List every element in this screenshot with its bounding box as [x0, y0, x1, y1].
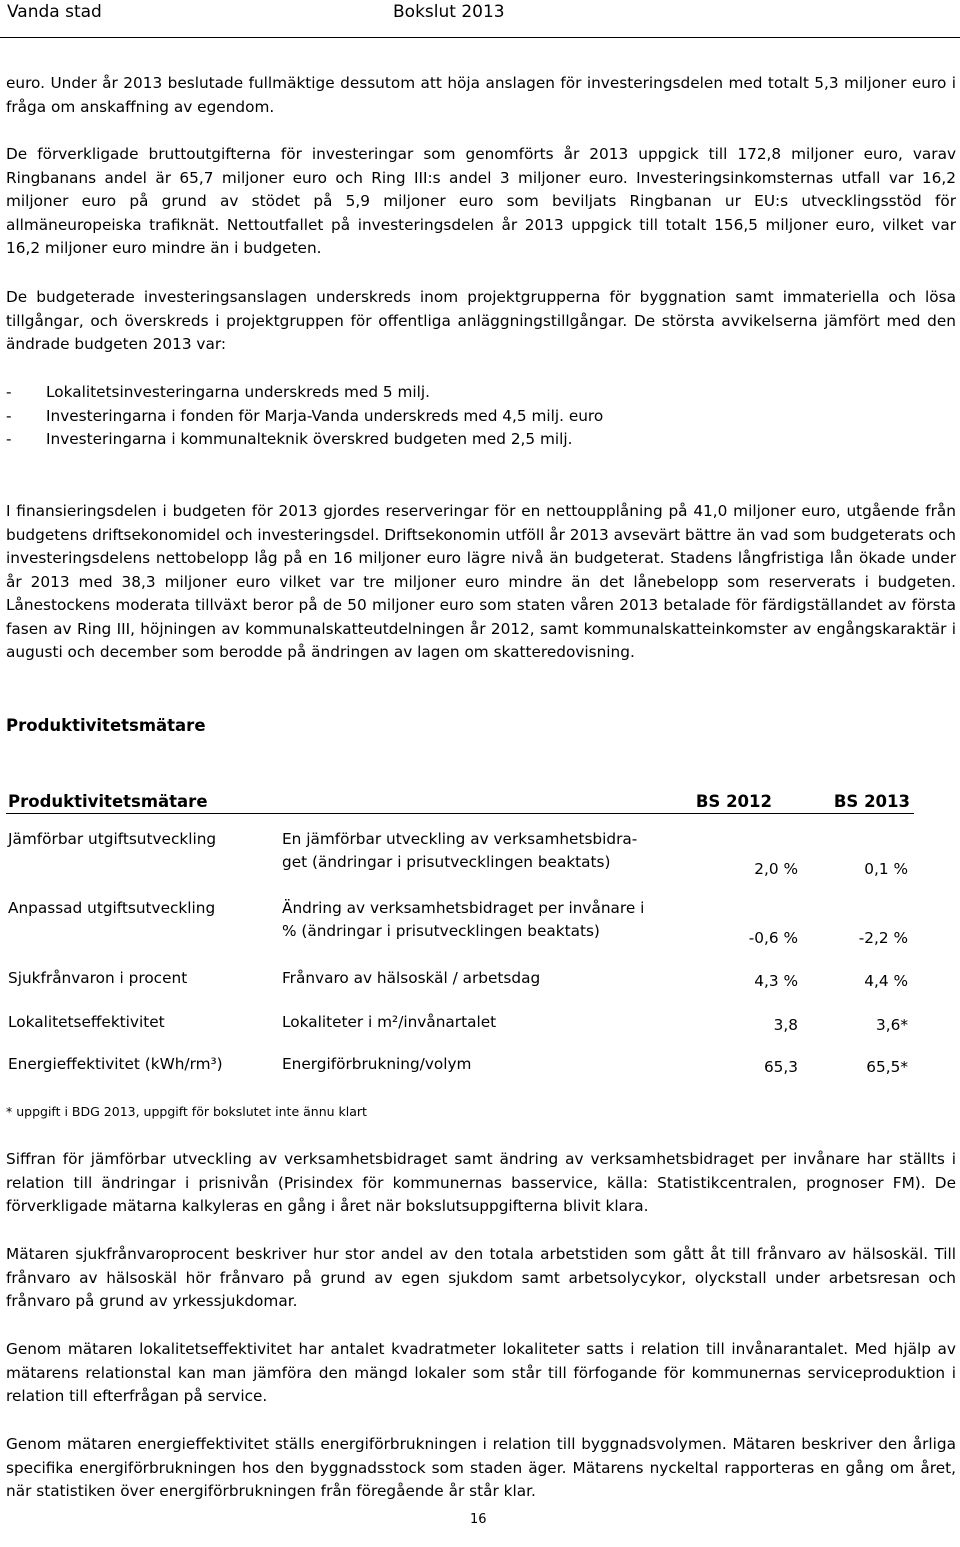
bullet-dash: - — [6, 407, 12, 425]
table-header-bs2012: BS 2012 — [695, 792, 772, 811]
page-number: 16 — [470, 1512, 487, 1527]
paragraph-2: De förverkligade bruttoutgifterna för investeringar som genomförts år 2013 uppgick till 172,8 miljoner euro, varav Ringbanans andel är 65,7 miljoner euro och Ring III:s andel 3 miljoner euro. Investeringsinkomsternas utfall var 16,2 miljoner euro på grund av stödet på 5,9 miljoner euro som beviljats Ringbanan ur EU:s utvecklingsstöd för allmäneuropeiska trafiknät. Nettoutfallet på investeringsdelen år 2013 uppgick till totalt 156,5 miljoner euro, vilket var 16,2 miljoner euro mindre än i budgeten. — [6, 145, 956, 257]
table-row-name: Sjukfrånvaron i procent — [8, 969, 188, 987]
table-row-bs2012: 4,3 % — [754, 972, 798, 990]
table-row-desc: Ändring av verksamhetsbidraget per invånare i — [282, 899, 645, 917]
table-row-name: Anpassad utgiftsutveckling — [8, 899, 216, 917]
table-footnote: * uppgift i BDG 2013, uppgift för bokslutet inte ännu klart — [6, 1104, 367, 1119]
table-header-rule — [6, 813, 914, 814]
header-left: Vanda stad — [7, 2, 102, 22]
table-row-desc: En jämförbar utveckling av verksamhetsbidra- — [282, 830, 638, 848]
table-row-desc: Energiförbrukning/volym — [282, 1055, 472, 1073]
bullet-text: Investeringarna i kommunalteknik överskred budgeten med 2,5 milj. — [46, 430, 573, 448]
bullet-dash: - — [6, 430, 12, 448]
table-row-bs2012: 3,8 — [773, 1016, 798, 1034]
header-rule — [0, 37, 960, 38]
table-row-bs2013: -2,2 % — [858, 929, 908, 947]
table-row-bs2013: 4,4 % — [864, 972, 908, 990]
bullet-text: Investeringarna i fonden för Marja-Vanda underskreds med 4,5 milj. euro — [46, 407, 604, 425]
paragraph-7: Genom mätaren lokalitetseffektivitet har antalet kvadratmeter lokaliteter satts i relation till invånarantalet. Med hjälp av mätarens relationstal kan man jämföra den mängd lokaler som står till förfogande för kommunernas serviceproduktion i relation till efterfrågan på service. — [6, 1340, 956, 1405]
table-row-bs2013: 0,1 % — [864, 860, 908, 878]
bullet-dash: - — [6, 383, 12, 401]
table-row-desc: Lokaliteter i m²/invånartalet — [282, 1013, 497, 1031]
paragraph-1: euro. Under år 2013 beslutade fullmäktige dessutom att höja anslagen för investeringsdelen med totalt 5,3 miljoner euro i fråga om anskaffning av egendom. — [6, 74, 956, 116]
table-row-bs2013: 3,6* — [876, 1016, 908, 1034]
table-row-desc: % (ändringar i prisutvecklingen beaktats) — [282, 922, 600, 940]
page-header — [0, 0, 960, 36]
table-row-desc: get (ändringar i prisutvecklingen beaktats) — [282, 853, 611, 871]
paragraph-4: I finansieringsdelen i budgeten för 2013 gjordes reserveringar för en nettoupplåning på 41,0 miljoner euro, utgående från budgetens driftsekonomidel och investeringsdel. Driftsekonomin utföll år 2013 avsevärt bättre än vad som budgeterats och investeringsdelens nettobelopp låg på en 16 miljoner euro lägre nivå än budgeterat. Stadens långfristiga lån ökade under år 2013 med 38,3 miljoner euro vilket var tre miljoner euro mindre än det lånebelopp som reserverats i budgeten. Lånestockens moderata tillväxt beror på de 50 miljoner euro som staten våren 2013 betalade för färdigställandet av första fasen av Ring III, höjningen av kommunalskatteutdelningen år 2012, samt kommunalskatteinkomster av engångskaraktär i augusti och december som berodde på ändringen av lagen om skatteredovisning. — [6, 502, 956, 661]
table-row-bs2012: -0,6 % — [748, 929, 798, 947]
bullet-item — [6, 428, 573, 452]
table-row-bs2012: 2,0 % — [754, 860, 798, 878]
table-row-desc: Frånvaro av hälsoskäl / arbetsdag — [282, 969, 541, 987]
table-row-name: Lokalitetseffektivitet — [8, 1013, 165, 1031]
table-header-measure: Produktivitetsmätare — [8, 792, 208, 811]
paragraph-6: Mätaren sjukfrånvaroprocent beskriver hur stor andel av den totala arbetstiden som gått åt till frånvaro av hälsoskäl. Till frånvaro av hälsoskäl hör frånvaro på grund av egen sjukdom samt arbetsolycykor, olyckstall under arbetsresan och frånvaro på grund av yrkessjukdomar. — [6, 1245, 956, 1310]
paragraph-3: De budgeterade investeringsanslagen underskreds inom projektgrupperna för byggnation samt immateriella och lösa tillgångar, och överskreds i projektgruppen för offentliga anläggningstillgångar. De största avvikelserna jämfört med den ändrade budgeten 2013 var: — [6, 288, 956, 353]
bullet-text: Lokalitetsinvesteringarna underskreds med 5 milj. — [46, 383, 431, 401]
table-row-name: Energieffektivitet (kWh/rm³) — [8, 1055, 223, 1073]
bullet-item — [6, 381, 430, 405]
paragraph-8: Genom mätaren energieffektivitet ställs energiförbrukningen i relation till byggnadsvolymen. Mätaren beskriver den årliga specifika energiförbrukningen hos den byggnadsstock som staden äger. Mätarens nyckeltal rapporteras en gång om året, när statistiken över energiförbrukningen från föregående år står klar. — [6, 1435, 956, 1500]
bullet-item — [6, 405, 603, 429]
table-row-bs2013: 65,5* — [866, 1058, 908, 1076]
section-heading: Produktivitetsmätare — [6, 716, 206, 735]
table-row-name: Jämförbar utgiftsutveckling — [8, 830, 217, 848]
header-center: Bokslut 2013 — [393, 2, 505, 22]
table-row-bs2012: 65,3 — [763, 1058, 798, 1076]
table-header-bs2013: BS 2013 — [833, 792, 910, 811]
paragraph-5: Siffran för jämförbar utveckling av verksamhetsbidraget samt ändring av verksamhetsbidraget per invånare har ställts i relation till ändringar i prisnivån (Prisindex för kommunernas basservice, källa: Statistikcentralen, prognoser FM). De förverkligade mätarna kalkyleras en gång i året när bokslutsuppgifterna blivit klara. — [6, 1150, 956, 1215]
